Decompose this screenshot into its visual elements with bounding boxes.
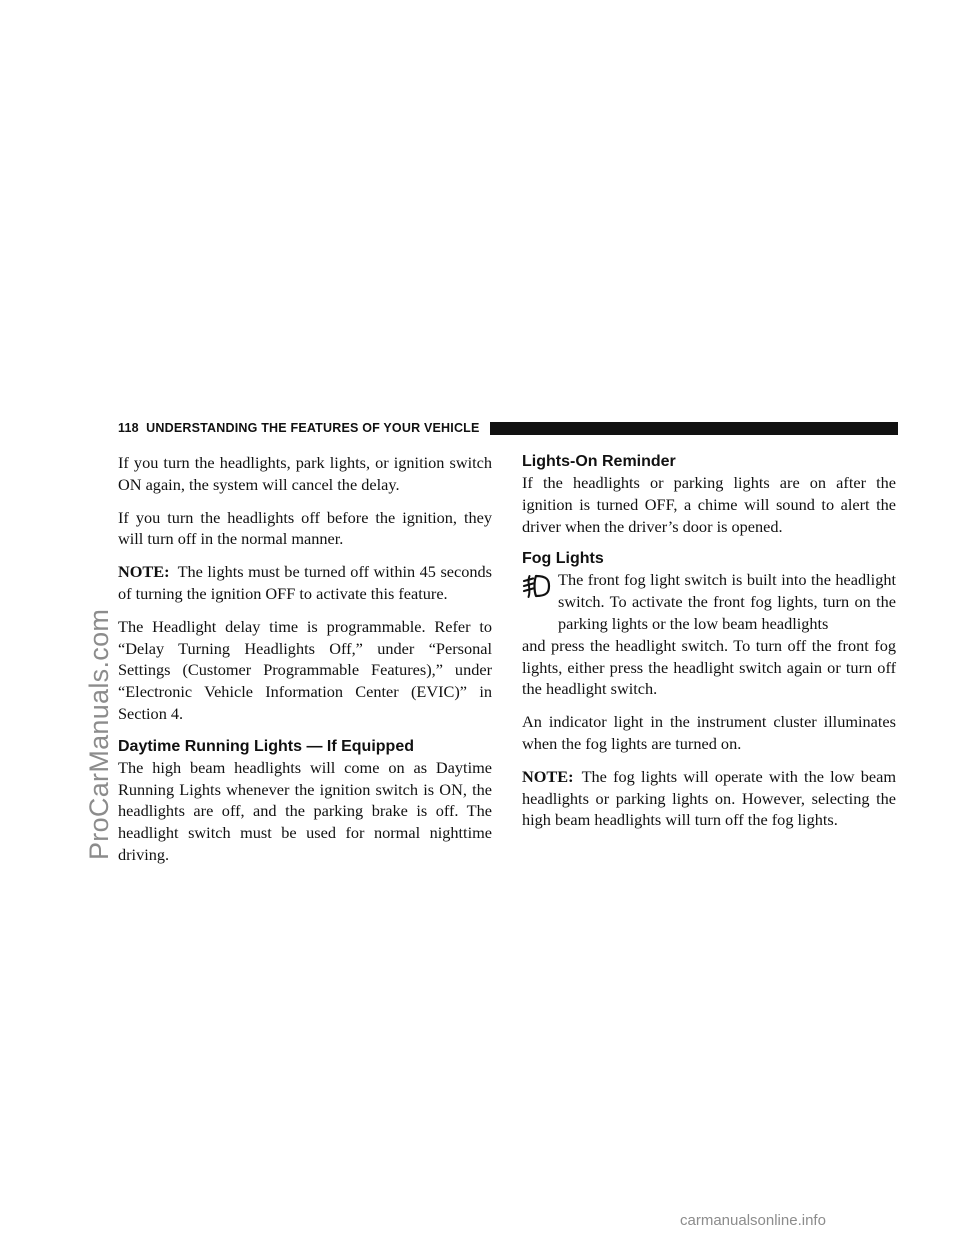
- paragraph-fog-indented: The front fog light switch is built into the headlight switch. To activate the front fog lights, turn on the parking lights or the low beam headlights: [558, 570, 896, 633]
- page-header: [118, 418, 898, 438]
- footer-watermark: carmanualsonline.info: [680, 1212, 826, 1229]
- note-label: NOTE:: [118, 562, 170, 582]
- paragraph-lights-on-reminder: If the headlights or parking lights are on after the ignition is turned OFF, a chime will sound to alert the driver when the driver’s door is opened.: [522, 473, 896, 536]
- left-column: [118, 452, 492, 877]
- section-title: UNDERSTANDING THE FEATURES OF YOUR VEHICLE: [146, 421, 480, 435]
- heading-fog-lights: Fog Lights: [522, 550, 604, 568]
- header-text: [118, 421, 480, 435]
- side-watermark: ProCarManuals.com: [84, 608, 114, 860]
- paragraph-normal-off: If you turn the headlights off before the ignition, they will turn off in the normal manner.: [118, 507, 492, 549]
- heading-lights-on-reminder: Lights-On Reminder: [522, 453, 676, 470]
- paragraph-cancel-delay: If you turn the headlights, park lights, or ignition switch ON again, the system will cancel the delay.: [118, 453, 492, 494]
- note-text: The fog lights will operate with the low beam headlights or parking lights on. However, selecting the high beam headlights will turn off the fog lights.: [522, 766, 896, 830]
- note-delay: [118, 561, 492, 605]
- right-column: [522, 452, 896, 842]
- front-fog-light-icon: [522, 571, 552, 601]
- note-fog-lights: [522, 766, 896, 831]
- heading-daytime-running-lights: Daytime Running Lights — If Equipped: [118, 737, 414, 755]
- paragraph-programmable: The Headlight delay time is programmable. Refer to “Delay Turning Headlights Off,” under “Personal Settings (Customer Programmable Features),” under “Electronic Vehicle Information Center (EVIC)” in Section 4.: [118, 616, 492, 723]
- paragraph-fog-rest: and press the headlight switch. To turn off the front fog lights, either press the headlight switch again or turn off the headlight switch.: [522, 635, 896, 699]
- fog-lights-block: [522, 569, 896, 700]
- page-number: 118: [118, 421, 139, 435]
- note-label: NOTE:: [522, 766, 574, 786]
- note-text: The lights must be turned off within 45 seconds of turning the ignition OFF to activate this feature.: [118, 562, 492, 603]
- paragraph-daytime-running-lights: The high beam headlights will come on as Daytime Running Lights whenever the ignition switch is ON, the headlights are off, and the parking brake is off. The headlight switch must be used for normal nighttime driving.: [118, 757, 492, 864]
- paragraph-fog-indicator: An indicator light in the instrument cluster illuminates when the fog lights are turned on.: [522, 712, 896, 753]
- header-rule: [490, 422, 898, 435]
